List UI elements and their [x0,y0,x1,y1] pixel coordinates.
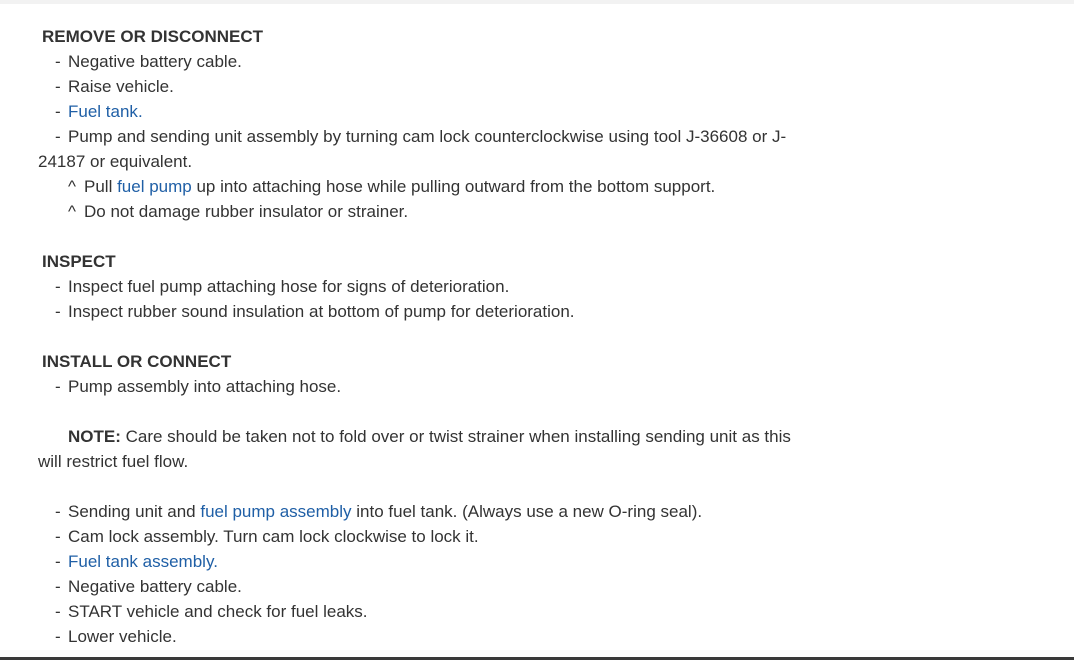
item-text: Inspect fuel pump attaching hose for signs of deterioration. [68,277,510,296]
dash-bullet: - [55,102,61,121]
note-label: NOTE: [68,427,121,446]
list-item [38,524,828,549]
sub-item-text: up into attaching hose while pulling outward from the bottom support. [191,177,716,196]
dash-bullet: - [55,502,61,521]
top-divider [0,0,1074,4]
sub-item [38,199,828,224]
spacer [38,324,828,349]
item-text-continuation: 24187 or equivalent. [38,152,193,171]
item-text: Negative battery cable. [68,52,242,71]
list-item [38,124,828,149]
item-text: START vehicle and check for fuel leaks. [68,602,368,621]
section-heading-remove: REMOVE OR DISCONNECT [42,27,264,46]
list-item [38,99,828,124]
fuel-pump-assembly-link[interactable]: fuel pump assembly [200,502,352,521]
item-text: Pump and sending unit assembly by turning cam lock counterclockwise using tool J-36608 or J- [68,127,787,146]
dash-bullet: - [55,377,61,396]
caret-bullet: ^ [68,202,76,221]
note-paragraph [38,424,828,449]
dash-bullet: - [55,52,61,71]
fuel-tank-assembly-link[interactable]: Fuel tank assembly [68,552,214,571]
list-item [38,574,828,599]
sub-item-text: Pull [84,177,118,196]
dash-bullet: - [55,127,61,146]
list-item [38,49,828,74]
list-item [38,549,828,574]
list-item [38,299,828,324]
item-text: Lower vehicle. [68,627,177,646]
note-text-continuation: will restrict fuel flow. [38,452,189,471]
item-text: Negative battery cable. [68,577,242,596]
dash-bullet: - [55,277,61,296]
spacer [38,474,828,499]
list-item [38,274,828,299]
dash-bullet: - [55,577,61,596]
dash-bullet: - [55,627,61,646]
list-item [38,499,828,524]
note-text: Care should be taken not to fold over or twist strainer when installing sending unit as this [120,427,791,446]
list-item [38,624,828,649]
dash-bullet: - [55,552,61,571]
fuel-tank-link[interactable]: Fuel tank [68,102,138,121]
item-text: . [213,552,218,571]
item-text: . [137,102,143,121]
spacer [38,399,828,424]
list-item [38,599,828,624]
dash-bullet: - [55,602,61,621]
sub-item [38,174,828,199]
item-text: into fuel tank. (Always use a new O-ring seal). [351,502,703,521]
section-heading-install: INSTALL OR CONNECT [42,352,232,371]
list-item [38,374,828,399]
caret-bullet: ^ [68,177,76,196]
sub-item-text: Do not damage rubber insulator or strainer. [84,202,409,221]
fuel-pump-link[interactable]: fuel pump [117,177,192,196]
dash-bullet: - [55,527,61,546]
section-heading-inspect: INSPECT [42,252,116,271]
item-text: Pump assembly into attaching hose. [68,377,342,396]
dash-bullet: - [55,77,61,96]
item-text: Cam lock assembly. Turn cam lock clockwise to lock it. [68,527,479,546]
spacer [38,224,828,249]
procedure-document [38,24,828,649]
item-text: Sending unit and [68,502,201,521]
dash-bullet: - [55,302,61,321]
item-text: Inspect rubber sound insulation at bottom of pump for deterioration. [68,302,575,321]
item-text: Raise vehicle. [68,77,174,96]
list-item [38,74,828,99]
